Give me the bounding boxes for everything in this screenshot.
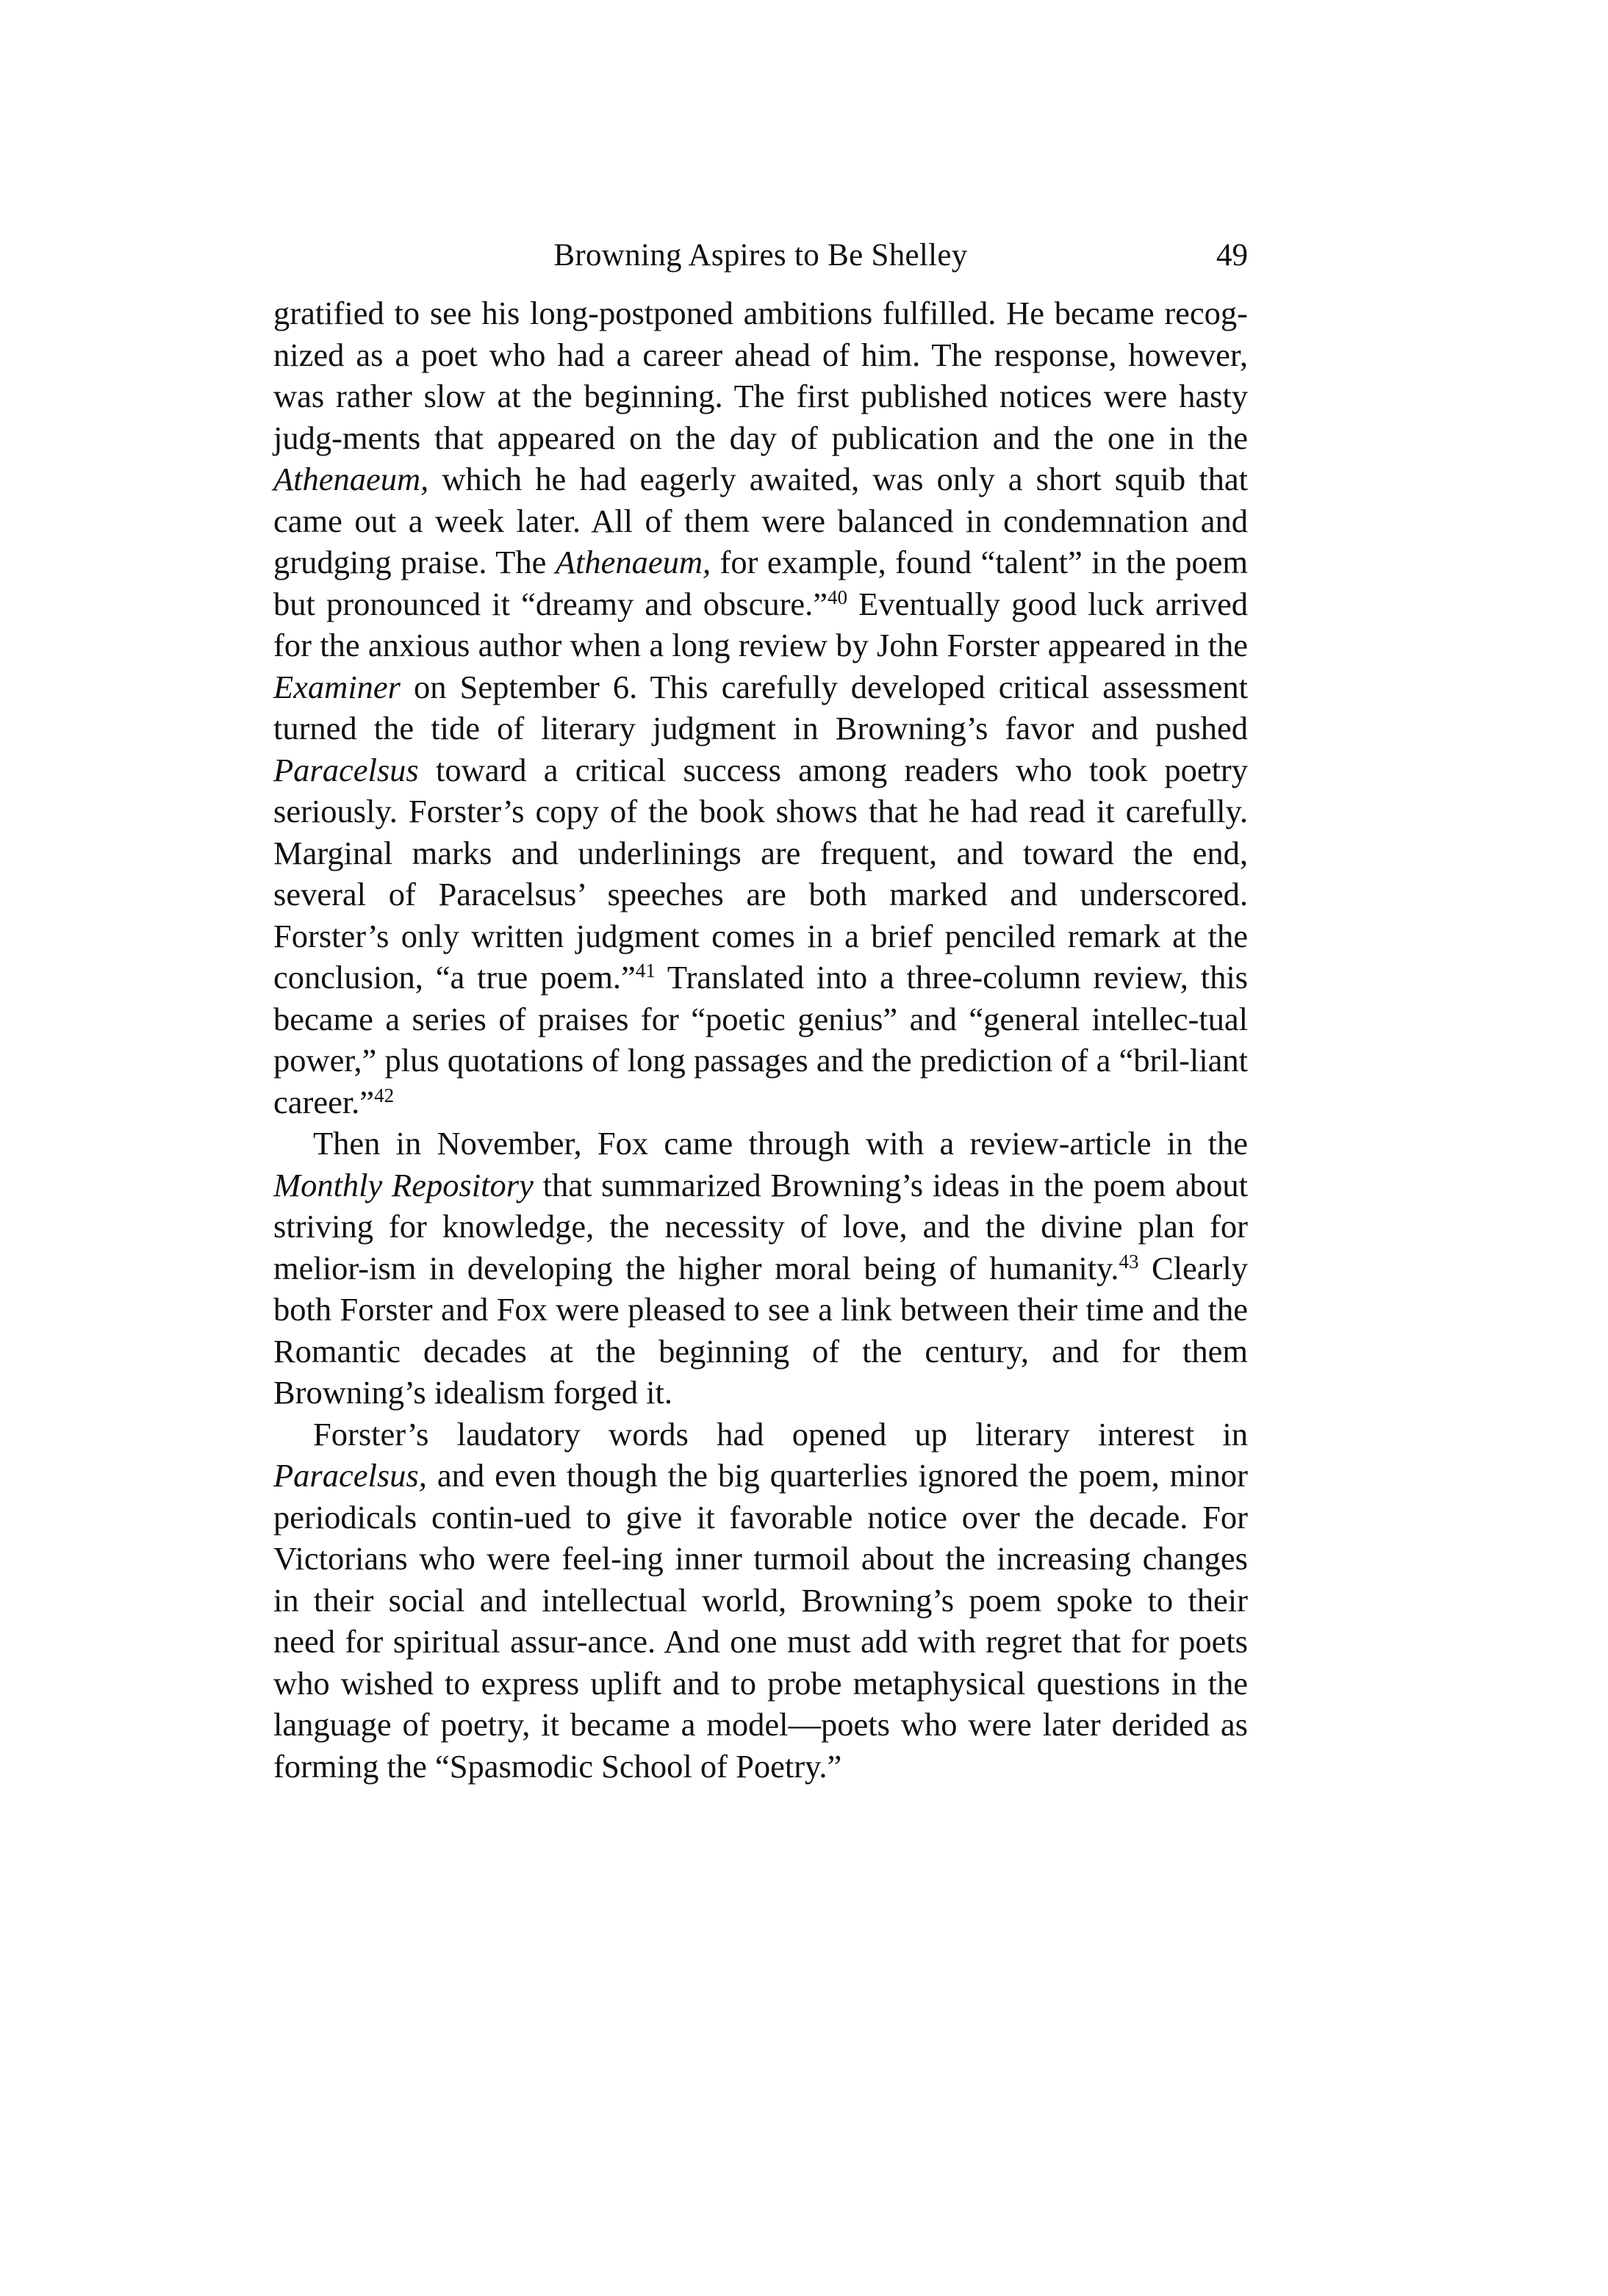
footnote-ref-42: 42 [374, 1084, 395, 1106]
page-header [273, 234, 1248, 278]
footnote-ref-41: 41 [635, 960, 656, 982]
page-number: 49 [1216, 238, 1248, 273]
footnote-ref-40: 40 [828, 586, 848, 608]
footnote-ref-43: 43 [1119, 1250, 1139, 1273]
paragraph-3: Forster’s laudatory words had opened up literary interest in Paracelsus, and even though the big quarterlies ignored the poem, minor periodicals contin-ued to give it favorable notice over the decade. For Victorians who were feel-ing inner turmoil about the increasing changes in their social and intellectual world, Browning’s poem spoke to their need for spiritual assur-ance. And one must add with regret that for poets who wished to express uplift and to probe metaphysical questions in the language of poetry, it became a model—poets who were later derided as forming the “Spasmodic School of Poetry.” [273, 1415, 1248, 1785]
running-head: Browning Aspires to Be Shelley [553, 238, 968, 273]
paragraph-1: gratified to see his long-postponed ambitions fulfilled. He became recog-nized as a poet who had a career ahead of him. The response, however, was rather slow at the beginning. The first published notices were hasty judg-ments that appeared on the day of publication and the one in the Athenaeum, which he had eagerly awaited, was only a short squib that came out a week later. All of them were balanced in condemnation and grudging praise. The Athenaeum, for example, found “talent” in the poem but pronounced it “dreamy and obscure.”$^{40}$ Eventually good luck arrived for the anxious author when a long review by John Forster appeared in the Examiner on September 6. This carefully developed critical assessment turned the tide of literary judgment in Browning’s favor and pushed Paracelsus toward a critical success among readers who took poetry seriously. Forster’s copy of the book shows that he had read it carefully. Marginal marks and underlinings are frequent, and toward the end, several of Paracelsus’ speeches are both marked and underscored. Forster’s only written judgment comes in a brief penciled remark at the conclusion, “a true poem.”$^{41}$ Translated into a three-column review, this became a series of praises for “poetic genius” and “general intellec-tual power,” plus quotations of long passages and the prediction of a “bril-liant career.”$^{42}$ [273, 295, 1248, 1120]
paragraph-2: Then in November, Fox came through with a review-article in the Monthly Repository that summarized Browning’s ideas in the poem about striving for knowledge, the necessity of love, and the divine plan for melior-ism in developing the higher moral being of humanity.$^{43}$ Clearly both Forster and Fox were pleased to see a link between their time and the Romantic decades at the beginning of the century, and for them Browning’s idealism forged it. [273, 1125, 1248, 1411]
body-text [273, 292, 1248, 1787]
